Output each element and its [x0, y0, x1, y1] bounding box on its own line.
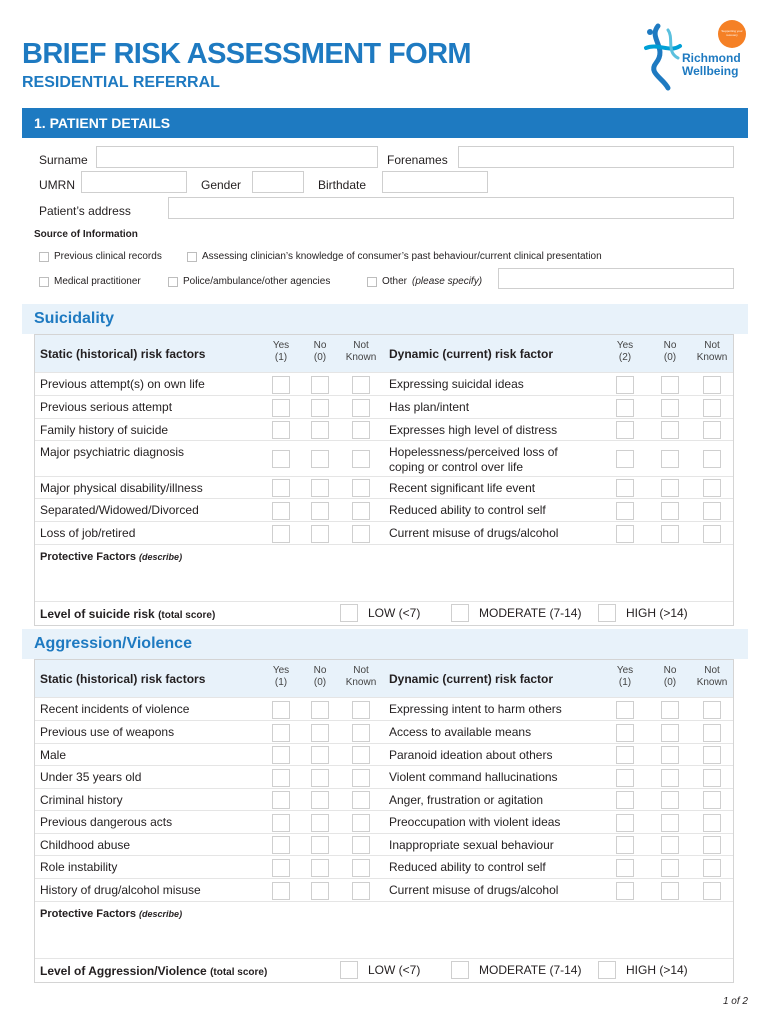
source-medical-practitioner[interactable] [39, 276, 141, 287]
risk-checkbox[interactable] [703, 836, 721, 854]
risk-checkbox[interactable] [616, 502, 634, 520]
risk-level-option[interactable] [340, 604, 420, 622]
protective-hint: (describe) [139, 552, 183, 562]
risk-level-option[interactable] [451, 604, 581, 622]
risk-checkbox[interactable] [311, 450, 329, 468]
risk-checkbox[interactable] [703, 502, 721, 520]
static-factor: Separated/Widowed/Divorced [40, 503, 199, 517]
column-header-line1: Yes [616, 340, 634, 351]
column-header-line1: Not [704, 665, 720, 676]
umrn-label: UMRN [39, 178, 75, 192]
dynamic-factor: Reduced ability to control self [389, 860, 546, 874]
column-header-line1: Not [353, 665, 369, 676]
risk-level-text: MODERATE (7-14) [479, 963, 582, 977]
checkbox[interactable] [39, 252, 49, 262]
risk-level-text: HIGH (>14) [626, 963, 688, 977]
source-label: Medical practitioner [54, 276, 141, 287]
risk-checkbox[interactable] [661, 746, 679, 764]
protective-factors-field[interactable] [35, 901, 733, 958]
dynamic-factor: Inappropriate sexual behaviour [389, 838, 554, 852]
risk-checkbox[interactable] [616, 791, 634, 809]
protective-hint: (describe) [139, 909, 183, 919]
suicidality-table [34, 334, 734, 626]
risk-level-checkbox[interactable] [451, 961, 469, 979]
risk-checkbox[interactable] [272, 450, 290, 468]
column-header-line2: (1) [618, 677, 632, 688]
protective-label: Protective Factors [40, 908, 136, 920]
dynamic-factor: Preoccupation with violent ideas [389, 815, 561, 829]
column-header-line1: Not [704, 340, 720, 351]
risk-checkbox[interactable] [272, 814, 290, 832]
risk-checkbox[interactable] [352, 769, 370, 787]
risk-checkbox[interactable] [311, 399, 329, 417]
risk-checkbox[interactable] [616, 859, 634, 877]
risk-row [35, 878, 733, 901]
risk-checkbox[interactable] [616, 746, 634, 764]
surname-label: Surname [39, 153, 88, 167]
static-factor: Criminal history [40, 793, 123, 807]
risk-checkbox[interactable] [352, 450, 370, 468]
risk-checkbox[interactable] [661, 701, 679, 719]
column-header-line2: (0) [313, 677, 327, 688]
risk-level-text: LOW (<7) [368, 606, 421, 620]
risk-checkbox[interactable] [311, 724, 329, 742]
risk-checkbox[interactable] [661, 814, 679, 832]
source-label: Other [382, 276, 408, 287]
checkbox[interactable] [168, 277, 178, 287]
risk-checkbox[interactable] [272, 399, 290, 417]
risk-checkbox[interactable] [661, 859, 679, 877]
umrn-field[interactable] [81, 171, 187, 193]
forenames-label: Forenames [387, 153, 448, 167]
address-label: Patient’s address [39, 204, 131, 218]
risk-row [35, 697, 733, 720]
risk-checkbox[interactable] [703, 769, 721, 787]
column-header [605, 665, 645, 689]
risk-checkbox[interactable] [661, 421, 679, 439]
dynamic-factor: Anger, frustration or agitation [389, 793, 544, 807]
column-header-line2: (1) [274, 352, 288, 363]
table-header [35, 659, 733, 697]
column-header [300, 665, 340, 689]
risk-checkbox[interactable] [661, 791, 679, 809]
static-factor: Major psychiatric diagnosis [40, 445, 185, 459]
column-header-line1: No [663, 340, 677, 351]
static-factor: Previous attempt(s) on own life [40, 377, 205, 391]
column-header [341, 340, 381, 364]
column-header [692, 340, 732, 364]
static-header: Static (historical) risk factors [40, 347, 206, 361]
risk-checkbox[interactable] [352, 502, 370, 520]
risk-checkbox[interactable] [703, 450, 721, 468]
dynamic-factor: Access to available means [389, 725, 532, 739]
risk-checkbox[interactable] [616, 399, 634, 417]
risk-checkbox[interactable] [616, 525, 634, 543]
risk-checkbox[interactable] [352, 701, 370, 719]
dynamic-factor: Expresses high level of distress [389, 423, 558, 437]
risk-checkbox[interactable] [616, 479, 634, 497]
static-factor: Role instability [40, 860, 118, 874]
static-factor: Previous dangerous acts [40, 815, 173, 829]
column-header [605, 340, 645, 364]
risk-checkbox[interactable] [616, 421, 634, 439]
risk-checkbox[interactable] [616, 769, 634, 787]
risk-checkbox[interactable] [352, 746, 370, 764]
dynamic-header: Dynamic (current) risk factor [389, 347, 554, 361]
column-header-line2: Known [345, 352, 377, 363]
risk-checkbox[interactable] [703, 746, 721, 764]
risk-row [35, 372, 733, 395]
dynamic-factor: Violent command hallucinations [389, 770, 558, 784]
risk-checkbox[interactable] [352, 882, 370, 900]
column-header-line1: Not [353, 340, 369, 351]
risk-checkbox[interactable] [703, 814, 721, 832]
static-factor: Major physical disability/illness [40, 481, 203, 495]
protective-label: Protective Factors [40, 551, 136, 563]
risk-checkbox[interactable] [311, 502, 329, 520]
risk-checkbox[interactable] [703, 882, 721, 900]
level-label: Level of suicide risk [40, 607, 155, 621]
risk-row [35, 418, 733, 440]
gender-field[interactable] [252, 171, 304, 193]
level-label: Level of Aggression/Violence [40, 964, 207, 978]
risk-checkbox[interactable] [352, 791, 370, 809]
risk-checkbox[interactable] [661, 376, 679, 394]
column-header [261, 340, 301, 364]
suicidality-header: Suicidality [22, 304, 748, 334]
risk-checkbox[interactable] [661, 502, 679, 520]
risk-checkbox[interactable] [272, 769, 290, 787]
risk-checkbox[interactable] [352, 421, 370, 439]
dynamic-factor: Current misuse of drugs/alcohol [389, 526, 559, 540]
source-previous-records[interactable] [39, 251, 162, 262]
risk-level-option[interactable] [451, 961, 581, 979]
risk-checkbox[interactable] [272, 502, 290, 520]
static-factor: Under 35 years old [40, 770, 142, 784]
risk-checkbox[interactable] [352, 836, 370, 854]
risk-level-text: HIGH (>14) [626, 606, 688, 620]
risk-row [35, 395, 733, 418]
other-specify-field[interactable] [498, 268, 734, 289]
risk-row [35, 521, 733, 544]
risk-level-option[interactable] [598, 961, 688, 979]
patient-details-header: 1. PATIENT DETAILS [22, 108, 748, 138]
source-info-title: Source of Information [34, 229, 138, 240]
source-police-ambulance[interactable] [168, 276, 330, 287]
column-header-line2: (0) [313, 352, 327, 363]
risk-row [35, 476, 733, 498]
risk-checkbox[interactable] [311, 746, 329, 764]
risk-level-text: MODERATE (7-14) [479, 606, 582, 620]
column-header-line2: (0) [663, 352, 677, 363]
risk-checkbox[interactable] [616, 701, 634, 719]
static-factor: Previous serious attempt [40, 400, 173, 414]
column-header-line2: (0) [663, 677, 677, 688]
column-header-line1: No [313, 665, 327, 676]
column-header-line1: No [663, 665, 677, 676]
risk-checkbox[interactable] [703, 421, 721, 439]
birthdate-field[interactable] [382, 171, 488, 193]
risk-row [35, 788, 733, 810]
risk-checkbox[interactable] [661, 882, 679, 900]
risk-level-checkbox[interactable] [340, 961, 358, 979]
column-header-line2: Known [696, 677, 728, 688]
risk-checkbox[interactable] [661, 479, 679, 497]
column-header [692, 665, 732, 689]
static-factor: Recent incidents of violence [40, 702, 190, 716]
risk-checkbox[interactable] [311, 882, 329, 900]
column-header-line1: Yes [272, 665, 290, 676]
checkbox[interactable] [187, 252, 197, 262]
column-header [650, 665, 690, 689]
column-header-line2: (2) [618, 352, 632, 363]
risk-checkbox[interactable] [272, 882, 290, 900]
risk-checkbox[interactable] [311, 701, 329, 719]
risk-checkbox[interactable] [272, 421, 290, 439]
static-factor: Male [40, 748, 67, 762]
risk-checkbox[interactable] [352, 814, 370, 832]
risk-level-checkbox[interactable] [451, 604, 469, 622]
risk-checkbox[interactable] [311, 421, 329, 439]
risk-checkbox[interactable] [703, 791, 721, 809]
risk-checkbox[interactable] [703, 376, 721, 394]
form-title: BRIEF RISK ASSESSMENT FORM [22, 38, 471, 70]
logo-line2: Wellbeing [682, 64, 739, 78]
gender-label: Gender [201, 178, 242, 192]
table-header [35, 334, 733, 372]
risk-checkbox[interactable] [272, 701, 290, 719]
birthdate-label: Birthdate [318, 178, 367, 192]
risk-checkbox[interactable] [272, 836, 290, 854]
risk-level-option[interactable] [340, 961, 420, 979]
risk-checkbox[interactable] [272, 376, 290, 394]
static-header: Static (historical) risk factors [40, 672, 206, 686]
risk-checkbox[interactable] [272, 724, 290, 742]
risk-level-checkbox[interactable] [340, 604, 358, 622]
column-header [261, 665, 301, 689]
source-other[interactable] [367, 276, 482, 287]
risk-level-checkbox[interactable] [598, 961, 616, 979]
risk-level-option[interactable] [598, 604, 688, 622]
column-header-line1: Yes [272, 340, 290, 351]
risk-checkbox[interactable] [616, 814, 634, 832]
risk-checkbox[interactable] [311, 525, 329, 543]
risk-row [35, 855, 733, 878]
logo-badge: Supporting your recovery [718, 20, 746, 48]
protective-factors-field[interactable] [35, 544, 733, 601]
other-hint: (please specify) [412, 276, 483, 287]
risk-row [35, 720, 733, 743]
risk-level-label [40, 607, 215, 621]
dynamic-factor: Hopelessness/perceived loss of coping or control over life [389, 445, 558, 474]
risk-checkbox[interactable] [616, 882, 634, 900]
risk-row [35, 440, 733, 476]
risk-checkbox[interactable] [311, 376, 329, 394]
risk-checkbox[interactable] [616, 836, 634, 854]
page-number: 1 of 2 [722, 996, 748, 1007]
risk-checkbox[interactable] [616, 724, 634, 742]
risk-checkbox[interactable] [352, 376, 370, 394]
static-factor: History of drug/alcohol misuse [40, 883, 201, 897]
dynamic-factor: Current misuse of drugs/alcohol [389, 883, 559, 897]
risk-level-row [35, 958, 733, 982]
column-header [300, 340, 340, 364]
risk-checkbox[interactable] [703, 479, 721, 497]
risk-level-checkbox[interactable] [598, 604, 616, 622]
protective-factors-label [40, 551, 182, 563]
column-header-line1: Yes [616, 665, 634, 676]
static-factor: Previous use of weapons [40, 725, 175, 739]
dynamic-factor: Reduced ability to control self [389, 503, 546, 517]
column-header-line1: No [313, 340, 327, 351]
risk-level-row [35, 601, 733, 625]
dynamic-factor: Has plan/intent [389, 400, 470, 414]
risk-level-text: LOW (<7) [368, 963, 421, 977]
risk-checkbox[interactable] [311, 769, 329, 787]
form-subtitle: RESIDENTIAL REFERRAL [22, 74, 220, 91]
risk-checkbox[interactable] [311, 836, 329, 854]
risk-checkbox[interactable] [703, 724, 721, 742]
risk-checkbox[interactable] [703, 399, 721, 417]
logo-line1: Richmond [682, 51, 741, 65]
address-field[interactable] [168, 197, 734, 219]
dynamic-factor: Expressing suicidal ideas [389, 377, 524, 391]
risk-row [35, 765, 733, 788]
forenames-field[interactable] [458, 146, 734, 168]
column-header [341, 665, 381, 689]
risk-row [35, 498, 733, 521]
risk-checkbox[interactable] [352, 525, 370, 543]
source-label: Police/ambulance/other agencies [183, 276, 331, 287]
dynamic-factor: Paranoid ideation about others [389, 748, 553, 762]
risk-checkbox[interactable] [616, 376, 634, 394]
surname-field[interactable] [96, 146, 378, 168]
risk-checkbox[interactable] [272, 791, 290, 809]
risk-checkbox[interactable] [272, 746, 290, 764]
source-clinician-knowledge[interactable] [187, 251, 602, 262]
risk-checkbox[interactable] [661, 769, 679, 787]
risk-level-label [40, 964, 267, 978]
risk-row [35, 810, 733, 833]
aggression-header: Aggression/Violence [22, 629, 748, 659]
risk-checkbox[interactable] [352, 399, 370, 417]
checkbox[interactable] [367, 277, 377, 287]
risk-checkbox[interactable] [703, 525, 721, 543]
source-label: Previous clinical records [54, 251, 162, 262]
risk-checkbox[interactable] [703, 859, 721, 877]
risk-checkbox[interactable] [661, 836, 679, 854]
column-header-line2: Known [345, 677, 377, 688]
static-factor: Loss of job/retired [40, 526, 136, 540]
risk-checkbox[interactable] [352, 479, 370, 497]
risk-checkbox[interactable] [311, 859, 329, 877]
risk-checkbox[interactable] [352, 859, 370, 877]
source-label: Assessing clinician’s knowledge of consumer’s past behaviour/current clinical presentation [202, 251, 602, 262]
protective-factors-label [40, 908, 182, 920]
risk-checkbox[interactable] [703, 701, 721, 719]
risk-checkbox[interactable] [661, 399, 679, 417]
column-header-line2: (1) [274, 677, 288, 688]
risk-checkbox[interactable] [311, 814, 329, 832]
risk-row [35, 833, 733, 855]
risk-checkbox[interactable] [352, 724, 370, 742]
dynamic-factor: Recent significant life event [389, 481, 536, 495]
logo-text [682, 52, 741, 78]
risk-checkbox[interactable] [661, 724, 679, 742]
static-factor: Childhood abuse [40, 838, 131, 852]
risk-checkbox[interactable] [661, 525, 679, 543]
risk-checkbox[interactable] [272, 479, 290, 497]
risk-checkbox[interactable] [661, 450, 679, 468]
static-factor: Family history of suicide [40, 423, 169, 437]
column-header [650, 340, 690, 364]
level-hint: (total score) [210, 967, 268, 978]
risk-checkbox[interactable] [311, 791, 329, 809]
column-header-line2: Known [696, 352, 728, 363]
aggression-table [34, 659, 734, 983]
level-hint: (total score) [158, 610, 216, 621]
checkbox[interactable] [39, 277, 49, 287]
dynamic-header: Dynamic (current) risk factor [389, 672, 554, 686]
risk-checkbox[interactable] [311, 479, 329, 497]
risk-row [35, 743, 733, 765]
risk-checkbox[interactable] [272, 525, 290, 543]
risk-checkbox[interactable] [272, 859, 290, 877]
dynamic-factor: Expressing intent to harm others [389, 702, 562, 716]
risk-checkbox[interactable] [616, 450, 634, 468]
